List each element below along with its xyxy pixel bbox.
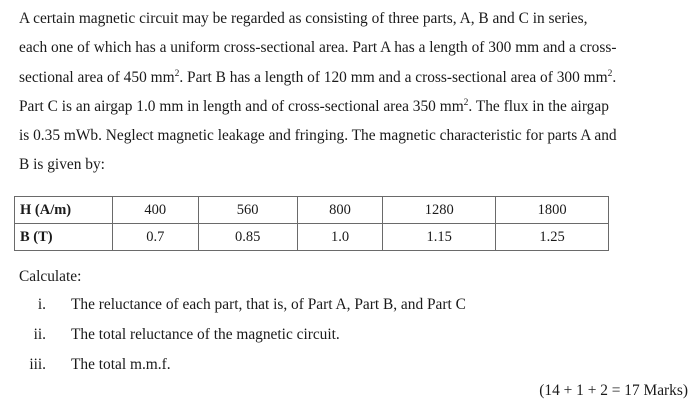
item-text: The total reluctance of the magnetic circuit. (71, 326, 340, 343)
table-cell: 800 (297, 197, 383, 224)
table-cell: 400 (113, 197, 199, 224)
table-cell: 1280 (383, 197, 496, 224)
statement-line: A certain magnetic circuit may be regarded as consisting of three parts, A, B and C in series, (19, 10, 588, 27)
item-number: iii. (29, 356, 46, 373)
table-cell: 0.7 (113, 224, 199, 251)
list-item (0, 326, 560, 350)
list-item (0, 356, 560, 380)
calculate-label: Calculate: (19, 268, 82, 285)
table-cell: 1.0 (297, 224, 383, 251)
statement-line: is 0.35 mWb. Neglect magnetic leakage and fringing. The magnetic characteristic for parts A and (19, 127, 617, 145)
table-cell: 1800 (496, 197, 609, 224)
statement-line: Part C is an airgap 1.0 mm in length and of cross-sectional area 350 $mm^2$. The flux in the airgap (19, 97, 609, 115)
statement-line: each one of which has a uniform cross-sectional area. Part A has a length of 300 mm and a cross- (19, 39, 617, 57)
table-row (15, 224, 609, 251)
table-cell: 1.15 (383, 224, 496, 251)
statement-line: sectional area of 450 $mm^2$. Part B has a length of 120 mm and a cross-sectional area of 300 $mm^2$. (19, 68, 617, 86)
marks-allocation: (14 + 1 + 2 = 17 Marks) (539, 382, 688, 399)
list-item (0, 296, 560, 320)
table-cell: 1.25 (496, 224, 609, 251)
problem-statement (19, 4, 691, 180)
table-cell: 560 (198, 197, 297, 224)
row-header-h: H (A/m) (15, 197, 113, 224)
statement-line: B is given by: (19, 156, 105, 174)
magnetic-characteristic-table (14, 196, 609, 251)
item-number: ii. (33, 326, 46, 343)
table-cell: 0.85 (198, 224, 297, 251)
row-header-b: B (T) (15, 224, 113, 251)
item-text: The reluctance of each part, that is, of Part A, Part B, and Part C (71, 296, 466, 313)
item-text: The total m.m.f. (71, 356, 171, 373)
table-row (15, 197, 609, 224)
item-number: i. (37, 296, 46, 313)
